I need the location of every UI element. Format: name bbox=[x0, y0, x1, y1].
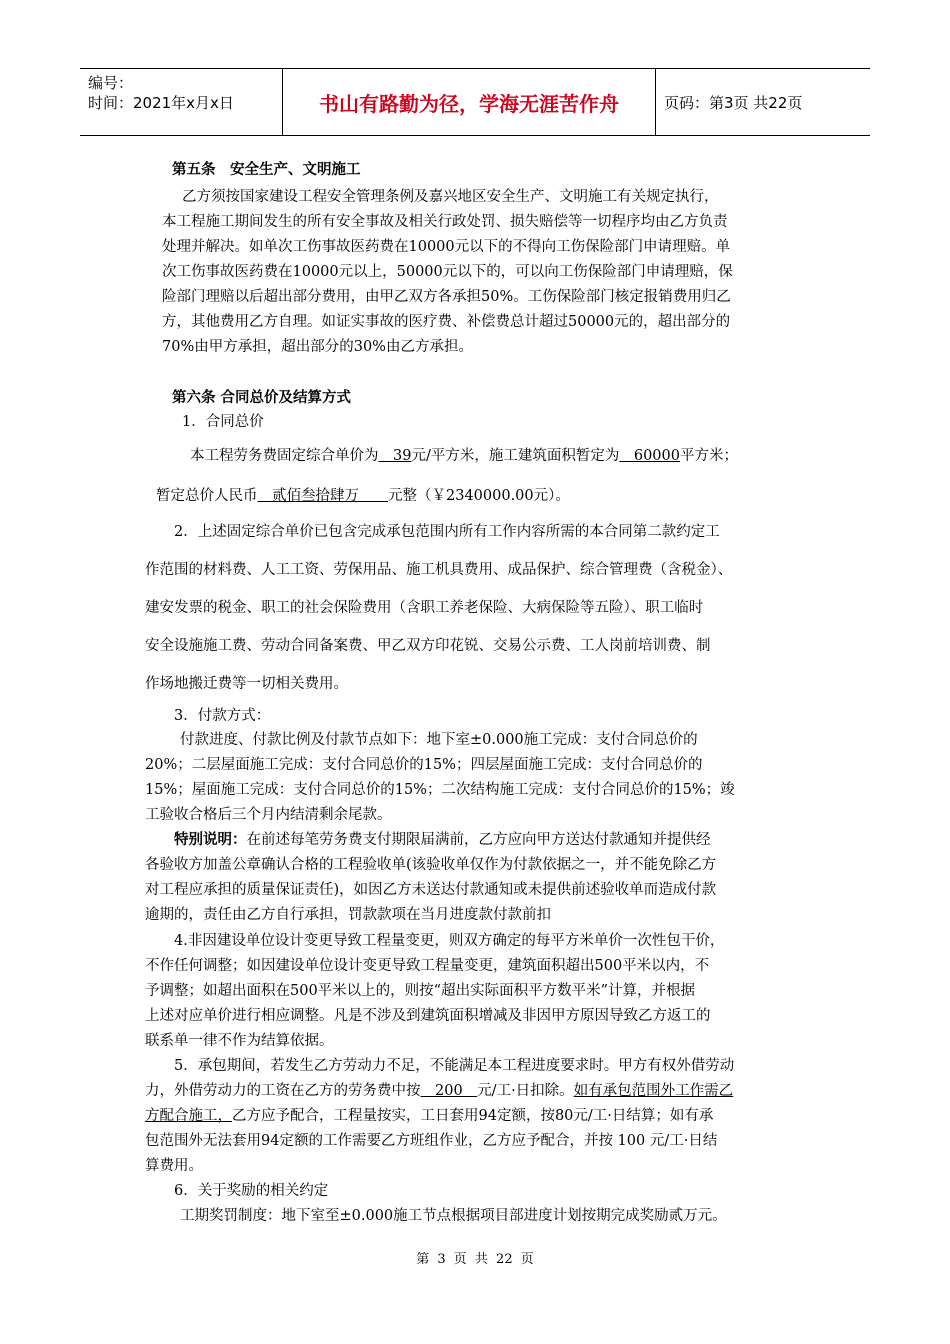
article5-title: 第五条 安全生产、文明施工 bbox=[172, 161, 361, 178]
section4-line: 联系单一律不作为结算依据。 bbox=[145, 1033, 334, 1049]
article5-line: 70%由甲方承担，超出部分的30%由乙方承担。 bbox=[162, 339, 473, 355]
labor-rate-value: 200 bbox=[420, 1083, 478, 1099]
section3-line: 20%；二层屋面施工完成：支付合同总价的15%；四层屋面施工完成：支付合同总价的 bbox=[145, 757, 703, 773]
section6-title: 6．关于奖励的相关约定 bbox=[174, 1183, 329, 1199]
special-note-line: 各验收方加盖公章确认合格的工程验收单(该验收单仅作为付款依据之一，并不能免除乙方 bbox=[145, 857, 717, 873]
section5-line: 算费用。 bbox=[145, 1158, 203, 1174]
section5-line: 包范围外无法套用94定额的工作需要乙方班组作业，乙方应予配合，并按 100 元/工·日结 bbox=[145, 1133, 718, 1149]
section3-line: 15%；屋面施工完成：支付合同总价的15%；二次结构施工完成：支付合同总价的15%；竣 bbox=[145, 782, 735, 798]
header-page-label: 页码：第3页 共22页 bbox=[664, 93, 803, 112]
special-note-line bbox=[174, 828, 711, 849]
section1-title: 1．合同总价 bbox=[182, 414, 264, 430]
special-note-line: 对工程应承担的质量保证责任)，如因乙方未送达付款通知或未提供前述验收单而造成付款 bbox=[145, 882, 717, 898]
section2-line: 作范围的材料费、人工工资、劳保用品、施工机具费用、成品保护、综合管理费（含税金）、 bbox=[145, 562, 733, 578]
section5-underlined-text: 方配合施工， bbox=[145, 1108, 232, 1124]
section3-line: 付款进度、付款比例及付款节点如下：地下室±0.000施工完成：支付合同总价的 bbox=[180, 732, 698, 748]
area-text: 元/平方米，施工建筑面积暂定为 bbox=[411, 448, 620, 464]
section5-line bbox=[145, 1104, 713, 1125]
header-motto: 书山有路勤为径，学海无涯苦作舟 bbox=[282, 69, 656, 135]
header-meta bbox=[80, 69, 282, 135]
section3-line: 工验收合格后三个月内结清剩余尾款。 bbox=[145, 807, 392, 823]
section2-line: 作场地搬迁费等一切相关费用。 bbox=[145, 676, 348, 692]
special-note-line: 逾期的，责任由乙方自行承担，罚款款项在当月进度款付款前扣 bbox=[145, 907, 551, 923]
doc-date-label: 时间：2021年x月x日 bbox=[88, 94, 234, 112]
unit-price-value: 39 bbox=[378, 448, 412, 464]
unit-price-line bbox=[190, 444, 738, 465]
section3-title: 3．付款方式： bbox=[174, 708, 271, 724]
article5-line: 乙方须按国家建设工程安全管理条例及嘉兴地区安全生产、文明施工有关规定执行， bbox=[182, 189, 719, 205]
section5-rate-line bbox=[145, 1079, 733, 1100]
total-price-words: 贰佰叁拾肆万 bbox=[257, 488, 388, 504]
article5-line: 处理并解决。如单次工伤事故医药费在10000元以下的不得向工伤保险部门申请理赔。单 bbox=[162, 239, 731, 255]
doc-number-label: 编号： bbox=[88, 74, 134, 92]
area-unit: 平方米； bbox=[679, 448, 738, 464]
article5-line: 险部门理赔以后超出部分费用，由甲乙双方各承担50%。工伤保险部门核定报销费用归乙 bbox=[162, 289, 731, 305]
section5-text: 乙方应予配合，工程量按实，工日套用94定额，按80元/工·日结算；如有承 bbox=[232, 1108, 714, 1124]
section5-line: 5．承包期间，若发生乙方劳动力不足，不能满足本工程进度要求时。甲方有权外借劳动 bbox=[174, 1058, 735, 1074]
article5-line: 次工伤事故医药费在10000元以上，50000元以下的，可以向工伤保险部门申请理赔，保 bbox=[162, 264, 733, 280]
article5-line: 方，其他费用乙方自理。如证实事故的医疗费、补偿费总计超过50000元的，超出部分的 bbox=[162, 314, 731, 330]
total-price-line bbox=[156, 484, 570, 505]
total-price-amount: 元整（￥2340000.00元）。 bbox=[388, 488, 570, 504]
section5-text: 力，外借劳动力的工资在乙方的劳务费中按 bbox=[145, 1083, 421, 1099]
labor-rate-unit: 元/工·日扣除。 bbox=[477, 1083, 574, 1099]
section5-underlined-text: 如有承包范围外工作需乙 bbox=[573, 1083, 734, 1099]
section4-line: 不作任何调整；如因建设单位设计变更导致工程量变更，建筑面积超出500平米以内，不 bbox=[145, 958, 710, 974]
unit-price-text: 本工程劳务费固定综合单价为 bbox=[190, 448, 379, 464]
special-note-label: 特别说明： bbox=[174, 831, 247, 848]
page-footer: 第 3 页 共 22 页 bbox=[416, 1252, 534, 1267]
section2-line: 安全设施施工费、劳动合同备案费、甲乙双方印花锐、交易公示费、工人岗前培训费、制 bbox=[145, 638, 711, 654]
section4-line: 予调整；如超出面积在500平米以上的，则按“超出实际面积平方数平米”计算，并根据 bbox=[145, 983, 695, 999]
special-note-text: 在前述每笔劳务费支付期限届满前，乙方应向甲方送达付款通知并提供经 bbox=[246, 832, 711, 848]
article6-title: 第六条 合同总价及结算方式 bbox=[172, 389, 352, 406]
total-price-text: 暂定总价人民币 bbox=[156, 488, 258, 504]
section2-line: 建安发票的税金、职工的社会保险费用（含职工养老保险、大病保险等五险）、职工临时 bbox=[145, 600, 704, 616]
section6-line: 工期奖罚制度：地下室至±0.000施工节点根据项目部进度计划按期完成奖励贰万元。 bbox=[180, 1208, 727, 1224]
page-header bbox=[80, 68, 870, 136]
article5-line: 本工程施工期间发生的所有安全事故及相关行政处罚、损失赔偿等一切程序均由乙方负责 bbox=[162, 214, 728, 230]
section4-line: 4.非因建设单位设计变更导致工程量变更，则双方确定的每平方米单价一次性包干价， bbox=[174, 933, 725, 949]
area-value: 60000 bbox=[619, 448, 680, 464]
section4-line: 上述对应单价进行相应调整。凡是不涉及到建筑面积增减及非因甲方原因导致乙方返工的 bbox=[145, 1008, 711, 1024]
section2-line: 2．上述固定综合单价已包含完成承包范围内所有工作内容所需的本合同第二款约定工 bbox=[174, 524, 720, 540]
